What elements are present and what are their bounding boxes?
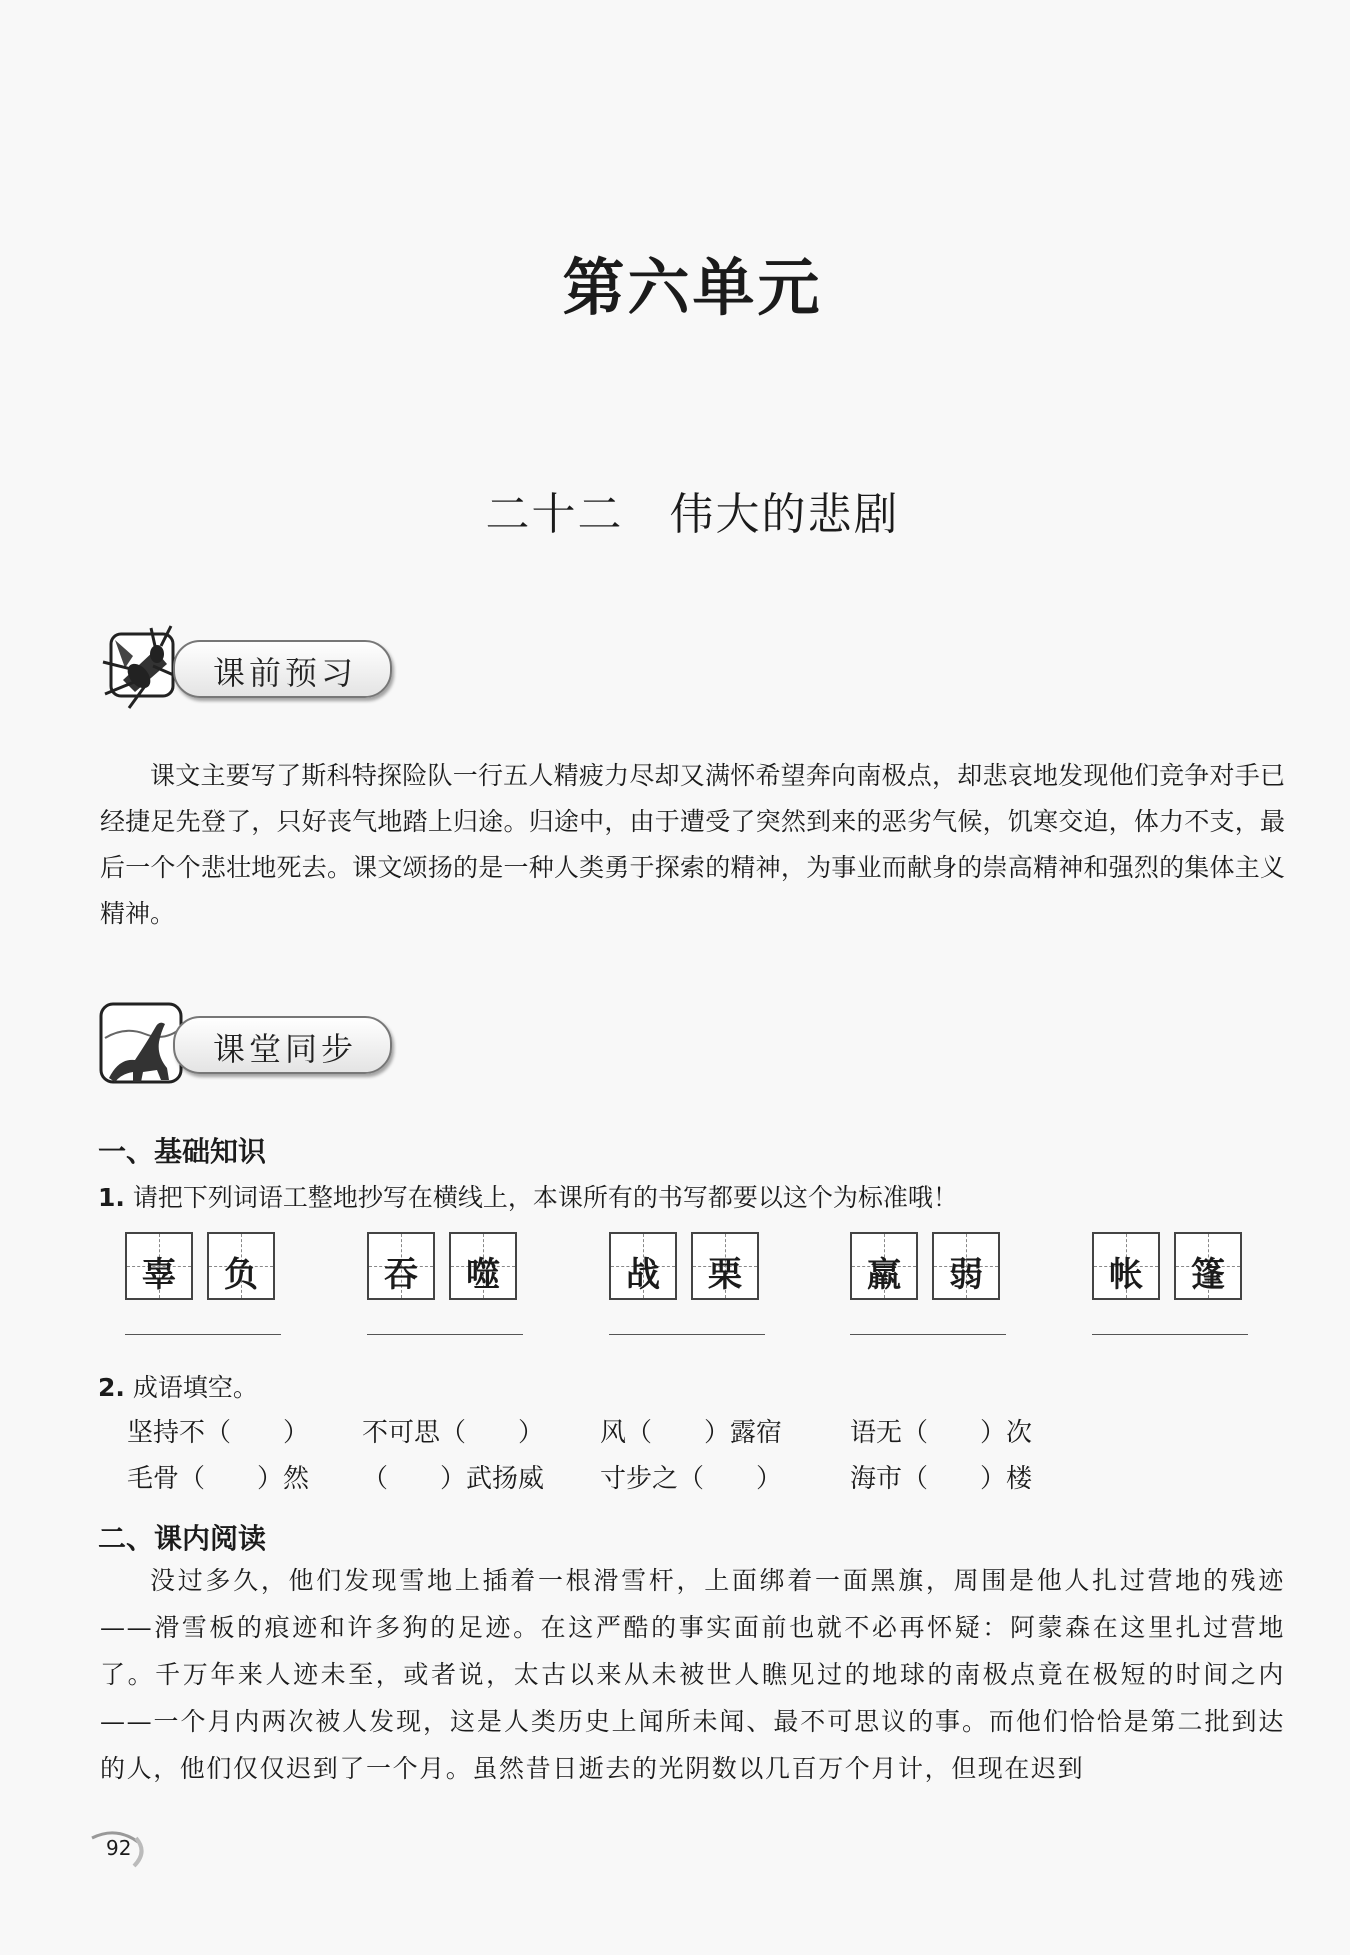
model-character: 弱 xyxy=(949,1255,983,1295)
preview-banner-label: 课前预习 xyxy=(213,654,358,692)
unit-title: 第六单元 xyxy=(562,251,823,324)
classroom-banner xyxy=(95,998,395,1088)
idiom-blank[interactable]: 风（ ）露宿 xyxy=(600,1418,783,1448)
model-character: 栗 xyxy=(708,1255,742,1295)
idiom-blank[interactable]: 毛骨（ ）然 xyxy=(127,1464,310,1494)
preview-banner xyxy=(95,622,395,712)
practice-grid-cell xyxy=(850,1232,918,1300)
copy-word-group xyxy=(125,1232,281,1344)
idiom-blank[interactable]: 语无（ ）次 xyxy=(850,1418,1033,1448)
answer-line[interactable] xyxy=(1092,1334,1248,1335)
classroom-banner-label: 课堂同步 xyxy=(213,1030,358,1068)
practice-grid-cell xyxy=(691,1232,759,1300)
idiom-blank[interactable]: 坚持不（ ） xyxy=(127,1418,310,1448)
practice-grid-cell xyxy=(367,1232,435,1300)
question-1-number: 1. xyxy=(98,1183,125,1212)
idiom-blank[interactable]: 海市（ ）楼 xyxy=(850,1464,1033,1494)
model-character: 帐 xyxy=(1109,1255,1143,1295)
model-character: 辜 xyxy=(142,1255,176,1295)
practice-grid-cell xyxy=(1174,1232,1242,1300)
question-1-text: 请把下列词语工整地抄写在横线上，本课所有的书写都要以这个为标准哦！ xyxy=(132,1183,958,1212)
practice-grid-cell xyxy=(125,1232,193,1300)
model-character: 负 xyxy=(224,1255,258,1295)
reading-text: 没过多久，他们发现雪地上插着一根滑雪杆，上面绑着一面黑旗，周围是他人扎过营地的残迹——滑雪板的痕迹和许多狗的足迹。在这严酷的事实面前也就不必再怀疑：阿蒙森在这里扎过营地了。千万年来人迹未至，或者说，太古以来从未被世人瞧见过的地球的南极点竟在极短的时间之内——一个月内两次被人发现，这是人类历史上闻所未闻、最不可思议的事。而他们恰恰是第二批到达的人，他们仅仅迟到了一个月。虽然昔日逝去的光阴数以几百万个月计，但现在迟到 xyxy=(100,1566,1285,1783)
section-in-class-reading-heading: 二、课内阅读 xyxy=(98,1522,267,1555)
question-2-number: 2. xyxy=(98,1373,125,1402)
answer-line[interactable] xyxy=(125,1334,281,1335)
reading-passage xyxy=(100,1557,1285,1792)
lesson-title: 二十二 伟大的悲剧 xyxy=(485,489,900,540)
preview-banner-pill xyxy=(173,640,392,698)
model-character: 篷 xyxy=(1191,1255,1225,1295)
question-1 xyxy=(98,1178,958,1214)
question-2-text: 成语填空。 xyxy=(132,1373,258,1402)
section-basic-knowledge-heading: 一、基础知识 xyxy=(98,1135,267,1168)
copy-word-group xyxy=(1092,1232,1248,1344)
copy-word-group xyxy=(367,1232,523,1344)
answer-line[interactable] xyxy=(609,1334,765,1335)
idiom-blank[interactable]: （ ）武扬威 xyxy=(362,1464,545,1494)
model-character: 羸 xyxy=(867,1255,901,1295)
preview-text: 课文主要写了斯科特探险队一行五人精疲力尽却又满怀希望奔向南极点，却悲哀地发现他们竞争对手已经捷足先登了，只好丧气地踏上归途。归途中，由于遭受了突然到来的恶劣气候，饥寒交迫，体力不支，最后一个个悲壮地死去。课文颂扬的是一种人类勇于探索的精神，为事业而献身的崇高精神和强烈的集体主义精神。 xyxy=(100,761,1285,928)
practice-grid-cell xyxy=(207,1232,275,1300)
practice-grid-cell xyxy=(609,1232,677,1300)
answer-line[interactable] xyxy=(850,1334,1006,1335)
idiom-blank[interactable]: 寸步之（ ） xyxy=(600,1464,783,1494)
classroom-banner-pill xyxy=(173,1016,392,1074)
preview-paragraph xyxy=(100,753,1285,937)
page-number-badge xyxy=(86,1828,148,1868)
model-character: 战 xyxy=(626,1255,660,1295)
answer-line[interactable] xyxy=(367,1334,523,1335)
practice-grid-cell xyxy=(449,1232,517,1300)
model-character: 噬 xyxy=(466,1255,500,1295)
question-2 xyxy=(98,1368,258,1404)
copy-word-group xyxy=(850,1232,1006,1344)
idiom-blank[interactable]: 不可思（ ） xyxy=(362,1418,545,1448)
copy-word-group xyxy=(609,1232,765,1344)
practice-grid-cell xyxy=(932,1232,1000,1300)
page-number: 92 xyxy=(106,1836,132,1860)
practice-grid-cell xyxy=(1092,1232,1160,1300)
model-character: 吞 xyxy=(384,1255,418,1295)
